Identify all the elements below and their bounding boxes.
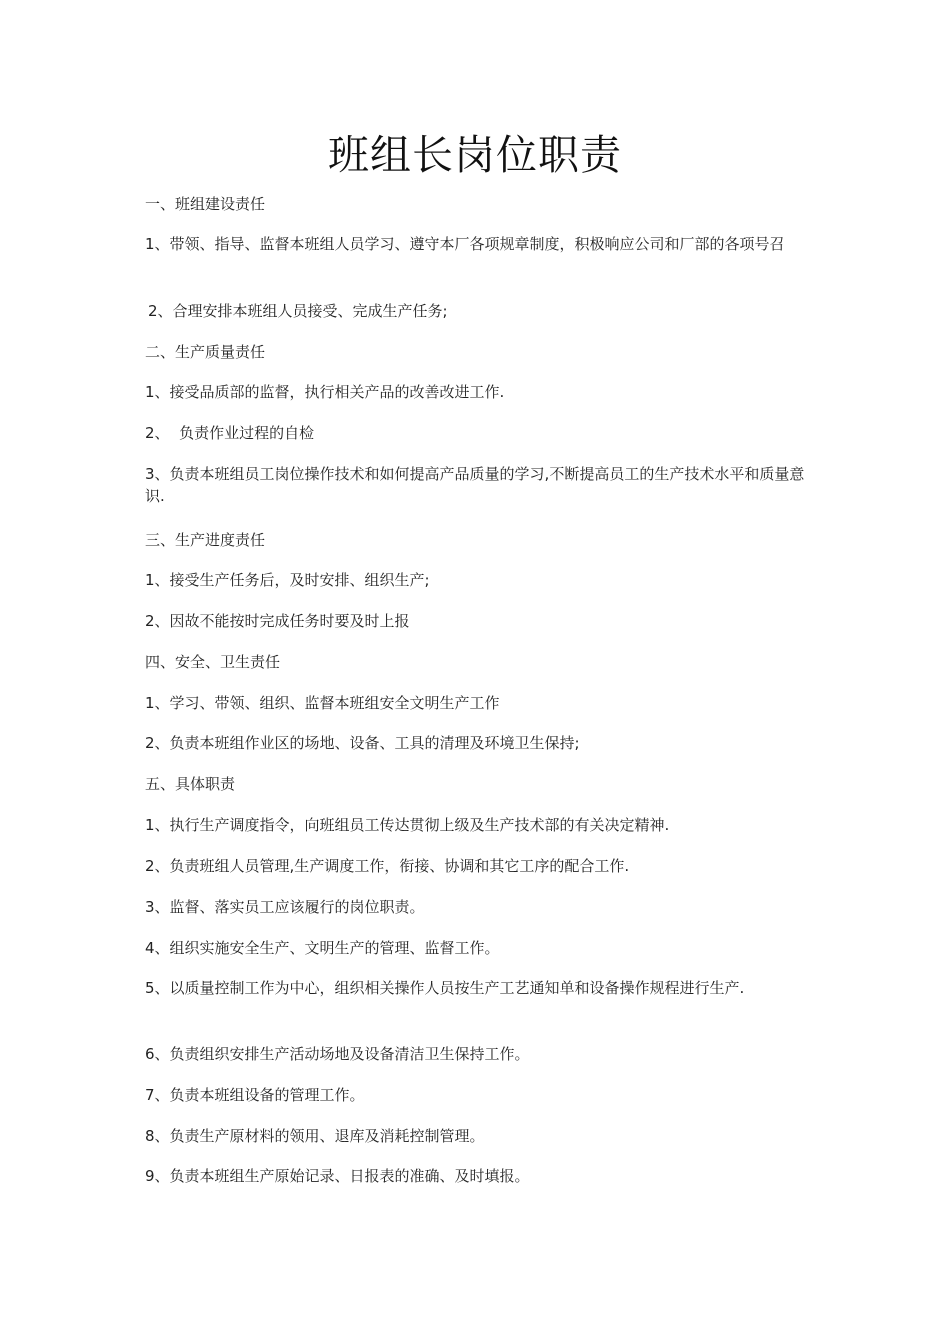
list-item: 4、组织实施安全生产、文明生产的管理、监督工作。 [145, 939, 500, 957]
list-item: 1、接受品质部的监督，执行相关产品的改善改进工作. [145, 383, 505, 401]
list-item: 1、接受生产任务后，及时安排、组织生产; [145, 571, 430, 589]
list-item: 7、负责本班组设备的管理工作。 [145, 1086, 365, 1104]
list-item: 5、以质量控制工作为中心，组织相关操作人员按生产工艺通知单和设备操作规程进行生产. [145, 979, 745, 997]
list-item: 3、负责本班组员工岗位操作技术和如何提高产品质量的学习,不断提高员工的生产技术水平和质量意识. [145, 465, 805, 505]
list-item: 9、负责本班组生产原始记录、日报表的准确、及时填报。 [145, 1167, 530, 1185]
list-item: 8、负责生产原材料的领用、退库及消耗控制管理。 [145, 1127, 485, 1145]
list-item: 2、 负责作业过程的自检 [145, 424, 315, 442]
list-item: 6、负责组织安排生产活动场地及设备清洁卫生保持工作。 [145, 1045, 530, 1063]
section-heading: 四、安全、卫生责任 [145, 653, 281, 671]
section-heading: 五、具体职责 [145, 775, 236, 793]
list-item: 2、因故不能按时完成任务时要及时上报 [145, 612, 410, 630]
list-item: 1、学习、带领、组织、监督本班组安全文明生产工作 [145, 694, 500, 712]
document-title: 班组长岗位职责 [328, 131, 622, 179]
section-heading: 一、班组建设责任 [145, 195, 266, 213]
list-item: 2、负责本班组作业区的场地、设备、工具的清理及环境卫生保持; [145, 734, 580, 752]
list-item: 1、执行生产调度指令，向班组员工传达贯彻上级及生产技术部的有关决定精神. [145, 816, 670, 834]
section-heading: 三、生产进度责任 [145, 531, 266, 549]
section-heading: 二、生产质量责任 [145, 343, 266, 361]
list-item: 3、监督、落实员工应该履行的岗位职责。 [145, 898, 425, 916]
list-item: 2、合理安排本班组人员接受、完成生产任务; [148, 302, 448, 320]
list-item: 2、负责班组人员管理,生产调度工作，衔接、协调和其它工序的配合工作. [145, 857, 630, 875]
list-item: 1、带领、指导、监督本班组人员学习、遵守本厂各项规章制度，积极响应公司和厂部的各项号召 [145, 235, 785, 253]
